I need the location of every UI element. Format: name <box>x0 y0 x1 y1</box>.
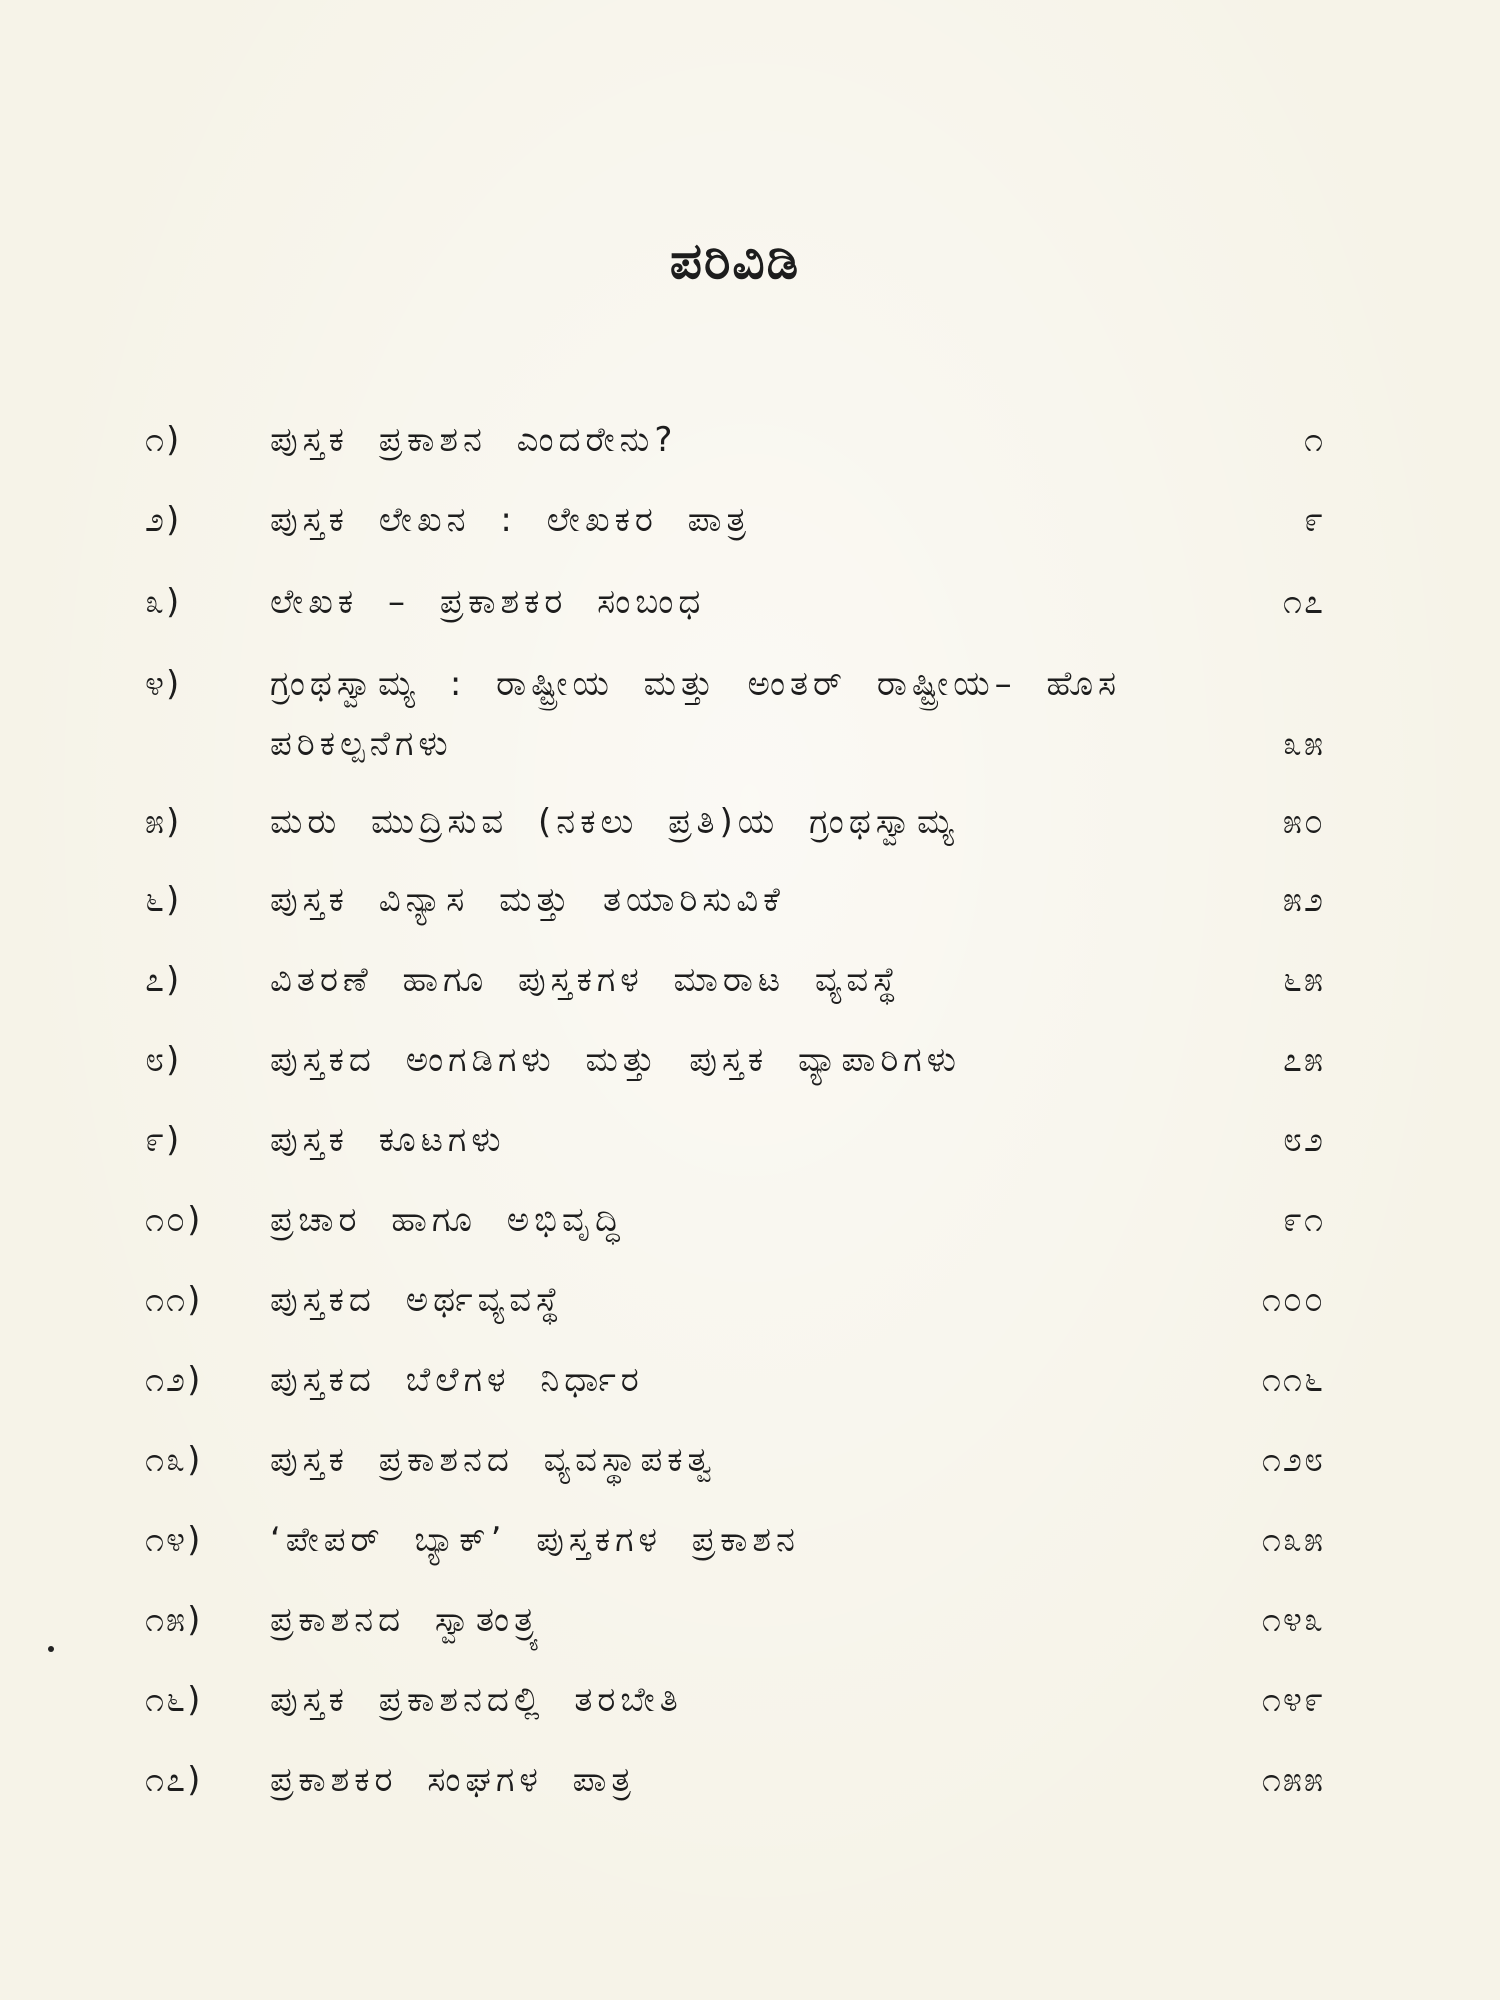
entry-number: ೧೫) <box>145 1600 203 1640</box>
entry-number: ೧೨) <box>145 1360 203 1400</box>
entry-title: ಪುಸ್ತಕ ಕೂಟಗಳು <box>270 1120 506 1160</box>
entry-number: ೯) <box>145 1120 182 1160</box>
entry-page-number: ೩೫ <box>1282 724 1325 764</box>
entry-title: ಪುಸ್ತಕದ ಅರ್ಥವ್ಯವಸ್ಥೆ <box>270 1280 564 1320</box>
entry-title: ವಿತರಣೆ ಹಾಗೂ ಪುಸ್ತಕಗಳ ಮಾರಾಟ ವ್ಯವಸ್ಥೆ <box>270 960 902 1000</box>
entry-number: ೧೩) <box>145 1440 203 1480</box>
entry-title: ಪುಸ್ತಕ ಪ್ರಕಾಶನ ಎಂದರೇನು? <box>270 420 678 460</box>
entry-page-number: ೧೦೦ <box>1261 1280 1325 1320</box>
entry-number: ೮) <box>145 1040 182 1080</box>
ink-speck <box>48 1646 54 1652</box>
entry-page-number: ೧೭ <box>1282 582 1325 622</box>
entry-number: ೬) <box>145 880 182 920</box>
entry-page-number: ೧೪೯ <box>1261 1680 1325 1720</box>
entry-title: ಗ್ರಂಥಸ್ವಾಮ್ಯ : ರಾಷ್ಟ್ರೀಯ ಮತ್ತು ಅಂತರ್ ರಾಷ್ಟ್ರೀಯ– ಹೊಸ ಪರಿಕಲ್ಪನೆಗಳು <box>270 664 1122 764</box>
entry-number: ೩) <box>145 582 182 622</box>
entry-page-number: ೫೦ <box>1282 802 1325 842</box>
entry-page-number: ೯೧ <box>1282 1200 1325 1240</box>
entry-page-number: ೧೫೫ <box>1261 1760 1325 1800</box>
entry-title: ಪುಸ್ತಕ ಪ್ರಕಾಶನದಲ್ಲಿ ತರಬೇತಿ <box>270 1680 683 1720</box>
entry-number: ೧೦) <box>145 1200 203 1240</box>
entry-title: ಲೇಖಕ – ಪ್ರಕಾಶಕರ ಸಂಬಂಧ <box>270 582 706 622</box>
entry-title: ಪುಸ್ತಕ ವಿನ್ಯಾಸ ಮತ್ತು ತಯಾರಿಸುವಿಕೆ <box>270 880 785 920</box>
entry-title: ಮರು ಮುದ್ರಿಸುವ (ನಕಲು ಪ್ರತಿ)ಯ ಗ್ರಂಥಸ್ವಾಮ್ಯ <box>270 802 959 842</box>
entry-number: ೪) <box>145 664 182 704</box>
entry-page-number: ೧೨೮ <box>1261 1440 1325 1480</box>
entry-page-number: ೧ <box>1303 420 1325 460</box>
entry-number: ೧೬) <box>145 1680 203 1720</box>
entry-page-number: ೭೫ <box>1282 1040 1325 1080</box>
entry-page-number: ೧೪೩ <box>1261 1600 1325 1640</box>
entry-title: ಪುಸ್ತಕದ ಅಂಗಡಿಗಳು ಮತ್ತು ಪುಸ್ತಕ ವ್ಯಾಪಾರಿಗಳು <box>270 1040 961 1080</box>
entry-title: ಪುಸ್ತಕ ಲೇಖನ : ಲೇಖಕರ ಪಾತ್ರ <box>270 500 751 540</box>
entry-number: ೧೧) <box>145 1280 203 1320</box>
entry-title: ಪ್ರಚಾರ ಹಾಗೂ ಅಭಿವೃದ್ಧಿ <box>270 1200 625 1240</box>
entry-number: ೧೭) <box>145 1760 203 1800</box>
page-title: ಪರಿವಿಡಿ <box>669 232 801 290</box>
entry-title: ಪುಸ್ತಕ ಪ್ರಕಾಶನದ ವ್ಯವಸ್ಥಾಪಕತ್ವ <box>270 1440 717 1480</box>
entry-title: ‘ಪೇಪರ್ ಬ್ಯಾಕ್’ ಪುಸ್ತಕಗಳ ಪ್ರಕಾಶನ <box>270 1520 800 1560</box>
entry-page-number: ೮೨ <box>1282 1120 1325 1160</box>
entry-number: ೭) <box>145 960 182 1000</box>
entry-number: ೫) <box>145 802 182 842</box>
entry-page-number: ೧೩೫ <box>1261 1520 1325 1560</box>
entry-title: ಪುಸ್ತಕದ ಬೆಲೆಗಳ ನಿರ್ಧಾರ <box>270 1360 644 1400</box>
entry-page-number: ೫೨ <box>1282 880 1325 920</box>
entry-page-number: ೧೧೬ <box>1261 1360 1325 1400</box>
entry-title: ಪ್ರಕಾಶನದ ಸ್ವಾತಂತ್ರ್ಯ <box>270 1600 545 1640</box>
entry-number: ೧೪) <box>145 1520 203 1560</box>
entry-number: ೨) <box>145 500 182 540</box>
entry-page-number: ೬೫ <box>1282 960 1325 1000</box>
entry-title: ಪ್ರಕಾಶಕರ ಸಂಘಗಳ ಪಾತ್ರ <box>270 1760 636 1800</box>
entry-page-number: ೯ <box>1303 500 1325 540</box>
entry-number: ೧) <box>145 420 182 460</box>
